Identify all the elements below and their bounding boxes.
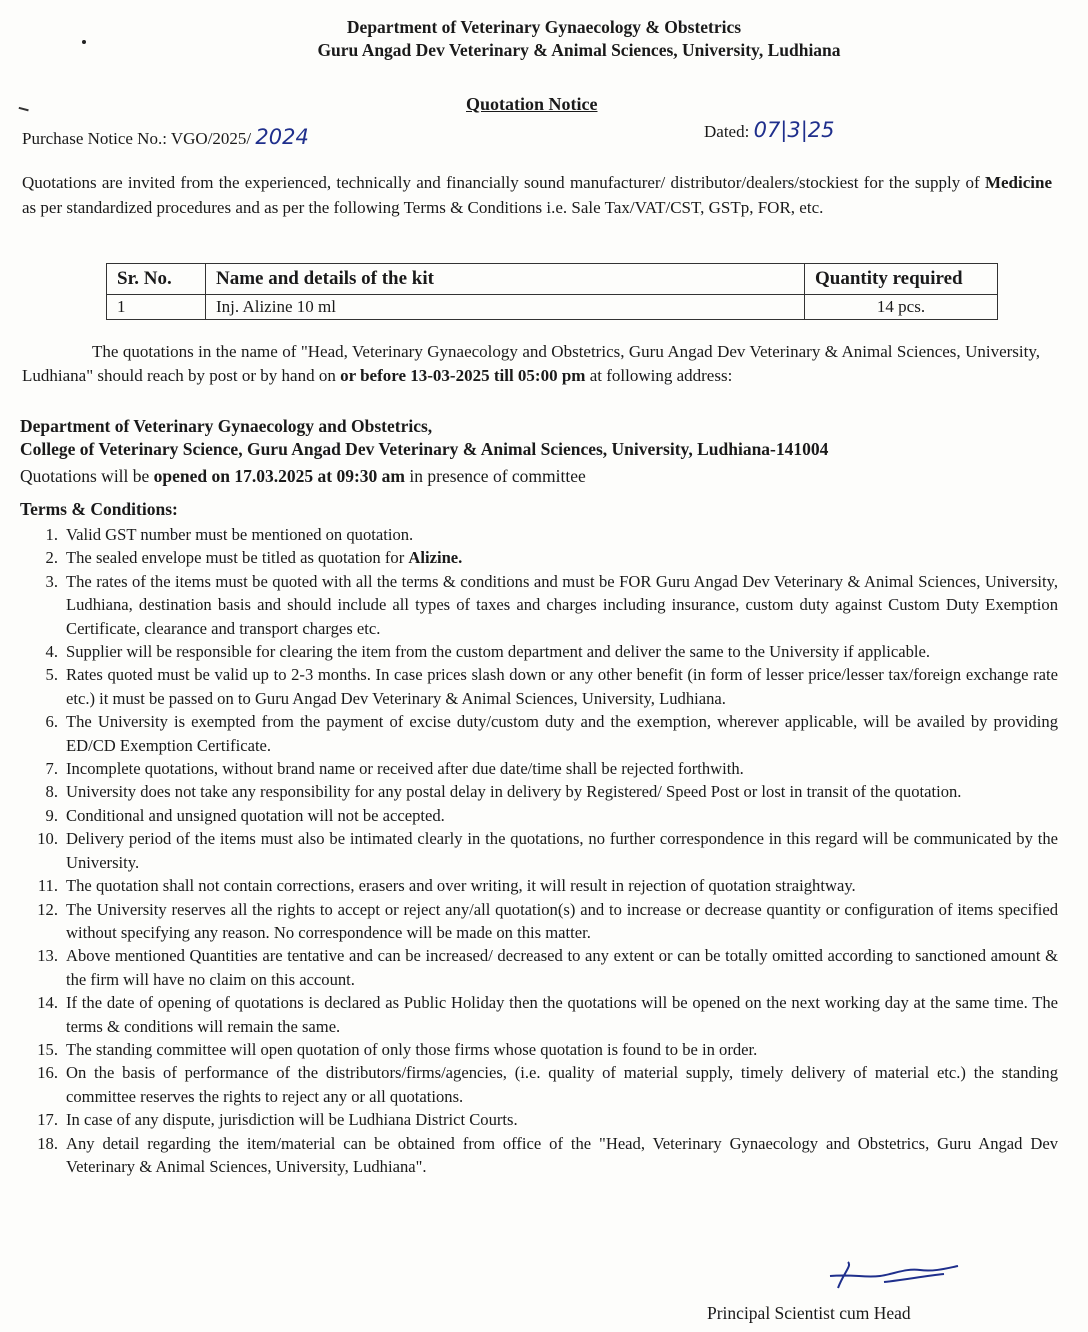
term-item <box>18 780 1058 803</box>
term-text <box>66 1038 1058 1061</box>
cell-sr: 1 <box>107 295 206 320</box>
term-text-body: Supplier will be responsible for clearing the item from the custom department and deliver the same to the University if applicable. <box>66 642 931 662</box>
term-text <box>66 780 1058 803</box>
date-label: Dated: <box>704 122 750 141</box>
term-text <box>66 757 1058 780</box>
term-item <box>18 663 1058 710</box>
term-number: 10. <box>37 829 58 849</box>
handwritten-notice-number: 2024 <box>255 125 309 149</box>
term-item <box>18 827 1058 874</box>
term-number: 13. <box>37 946 58 966</box>
term-item <box>18 1108 1058 1131</box>
term-item <box>18 874 1058 897</box>
term-text-body: The standing committee will open quotation of only those firms whose quotation is found to be in order. <box>66 1039 758 1059</box>
term-text <box>66 1061 1058 1108</box>
term-text-body: Rates quoted must be valid up to 2-3 months. In case prices slash down or any other benefit (in form of lesser price/lesser tax/foreign exchange rate etc.) it must be passed on to Guru Angad Dev Veterinary & Animal Sciences, University, Ludhiana. <box>66 665 1058 708</box>
term-item <box>18 710 1058 757</box>
purchase-notice-number <box>22 125 309 149</box>
term-number: 9. <box>45 805 58 825</box>
term-text-body: Above mentioned Quantities are tentative and can be increased/ decreased to any extent or can be totally omitted according to sanctioned amount & the firm will have no claim on this account. <box>66 946 1058 989</box>
term-item <box>18 898 1058 945</box>
term-item <box>18 991 1058 1038</box>
col-name-details: Name and details of the kit <box>206 264 805 295</box>
submission-text: The quotations in the name of "Head, Veterinary Gynaecology and Obstetrics, Guru Angad Dev Veterinary & Animal Sciences, University, Ludhiana" should reach by post or by hand on <box>22 342 1040 385</box>
term-text <box>66 523 1058 546</box>
term-text-body: Delivery period of the items must also be intimated clearly in the quotations, no further correspondence in this regard will be communicated by the University. <box>66 829 1058 872</box>
col-quantity: Quantity required <box>805 264 998 295</box>
term-number: 8. <box>45 782 58 802</box>
term-text <box>66 827 1058 874</box>
items-table <box>106 263 998 320</box>
term-item <box>18 1061 1058 1108</box>
term-text <box>66 663 1058 710</box>
term-item <box>18 757 1058 780</box>
cell-qty: 14 pcs. <box>805 295 998 320</box>
term-item <box>18 1132 1058 1179</box>
table-header-row <box>107 264 998 295</box>
term-item <box>18 1038 1058 1061</box>
term-text <box>66 546 1058 569</box>
term-item <box>18 523 1058 546</box>
intro-text-end: as per standardized procedures and as per the following Terms & Conditions i.e. Sale Tax/VAT/CST, GSTp, FOR, etc. <box>22 198 824 217</box>
address-line-1: Department of Veterinary Gynaecology and Obstetrics, <box>20 416 433 436</box>
opening-line <box>20 466 586 487</box>
term-number: 3. <box>45 571 58 591</box>
address-line-2: College of Veterinary Science, Guru Angad Dev Veterinary & Animal Sciences, University, Ludhiana-141004 <box>20 439 829 459</box>
cell-name: Inj. Alizine 10 ml <box>206 295 805 320</box>
term-text <box>66 570 1058 640</box>
term-text-body: Valid GST number must be mentioned on quotation. <box>66 525 414 544</box>
table-row <box>107 295 998 320</box>
department-name: Department of Veterinary Gynaecology & Obstetrics <box>346 17 742 37</box>
term-number: 17. <box>37 1110 58 1130</box>
term-text-body: Any detail regarding the item/material can be obtained from office of the "Head, Veterinary Gynaecology and Obstetrics, Guru Angad Dev Veterinary & Animal Sciences, University, Ludhiana". <box>66 1133 1058 1176</box>
term-number: 2. <box>45 548 58 568</box>
notice-date <box>704 118 835 142</box>
term-text-body: Incomplete quotations, without brand name or received after due date/time shall be rejected forthwith. <box>66 759 744 779</box>
term-number: 7. <box>45 759 58 779</box>
term-text-body: On the basis of performance of the distributors/firms/agencies, (i.e. quality of material supply, timely delivery of material etc.) the standing committee reserves the rights to reject any or all quotations. <box>66 1063 1058 1106</box>
term-number: 15. <box>37 1039 58 1059</box>
notice-title: Quotation Notice <box>466 94 598 114</box>
terms-heading: Terms & Conditions: <box>20 499 178 519</box>
term-text-body: Conditional and unsigned quotation will not be accepted. <box>66 805 445 825</box>
term-item <box>18 546 1058 569</box>
address-block <box>20 415 828 461</box>
term-number: 16. <box>37 1063 58 1083</box>
opening-text: Quotations will be <box>20 466 154 486</box>
term-text <box>66 944 1058 991</box>
term-text <box>66 874 1058 897</box>
term-item <box>18 804 1058 827</box>
term-text <box>66 804 1058 827</box>
submission-paragraph <box>22 340 1040 388</box>
term-text <box>66 898 1058 945</box>
term-text-body: The University reserves all the rights to accept or reject any/all quotation(s) and to increase or decrease quantity or configuration of items specified without specifying any reason. No correspondence will be made on this matter. <box>66 899 1058 942</box>
term-text-body: In case of any dispute, jurisdiction will be Ludhiana District Courts. <box>66 1110 518 1130</box>
term-item <box>18 570 1058 640</box>
term-text <box>66 710 1058 757</box>
opening-text-end: in presence of committee <box>405 466 586 486</box>
term-number: 18. <box>37 1133 58 1153</box>
opening-datetime: opened on 17.03.2025 at 09:30 am <box>153 466 405 486</box>
signatory-title: Principal Scientist cum Head <box>707 1303 911 1323</box>
term-text <box>66 1132 1058 1179</box>
term-item <box>18 944 1058 991</box>
term-text-body: The quotation shall not contain corrections, erasers and over writing, it will result in rejection of quotation straightway. <box>66 876 856 896</box>
term-text-body: If the date of opening of quotations is declared as Public Holiday then the quotations will be opened on the next working day at the same time. The terms & conditions will remain the same. <box>66 993 1058 1036</box>
intro-paragraph <box>22 170 1052 220</box>
col-sr-no: Sr. No. <box>107 264 206 295</box>
term-number: 5. <box>45 665 58 685</box>
term-item <box>18 640 1058 663</box>
term-number: 1. <box>45 525 58 544</box>
submission-deadline: or before 13-03-2025 till 05:00 pm <box>340 366 586 385</box>
terms-list <box>18 523 1058 1178</box>
term-text-body: The sealed envelope must be titled as quotation for <box>66 548 409 568</box>
scan-mark <box>17 107 28 116</box>
intro-text: Quotations are invited from the experienced, technically and financially sound manufacturer/ distributor/dealers/stockiest for the supply of <box>22 173 985 192</box>
term-number: 4. <box>45 642 58 662</box>
term-number: 11. <box>37 876 58 896</box>
signature-scribble <box>824 1258 964 1298</box>
university-name: Guru Angad Dev Veterinary & Animal Sciences, University, Ludhiana <box>317 40 841 60</box>
term-text-bold: Alizine. <box>408 548 463 568</box>
term-number: 6. <box>45 712 58 732</box>
document-header <box>0 16 1088 62</box>
term-text <box>66 640 1058 663</box>
handwritten-date: 07|3|25 <box>753 118 835 142</box>
submission-text-end: at following address: <box>585 366 733 385</box>
term-text-body: University does not take any responsibility for any postal delay in delivery by Registered/ Speed Post or lost in transit of the quotation. <box>66 782 962 802</box>
term-text <box>66 1108 1058 1131</box>
purchase-notice-label: Purchase Notice No.: VGO/2025/ <box>22 129 252 148</box>
term-text-body: The University is exempted from the payment of excise duty/custom duty and the exemption, wherever applicable, will be availed by providing ED/CD Exemption Certificate. <box>66 712 1058 755</box>
term-number: 12. <box>37 899 58 919</box>
term-text-body: The rates of the items must be quoted with all the terms & conditions and must be FOR Guru Angad Dev Veterinary & Animal Sciences, University, Ludhiana, destination basis and should include all types of taxes and charges including insurance, custom duty against Custom Duty Exemption Certificate, clearance and transport charges etc. <box>66 571 1058 638</box>
term-text <box>66 991 1058 1038</box>
intro-bold-item: Medicine <box>984 173 1052 192</box>
term-number: 14. <box>37 993 58 1013</box>
